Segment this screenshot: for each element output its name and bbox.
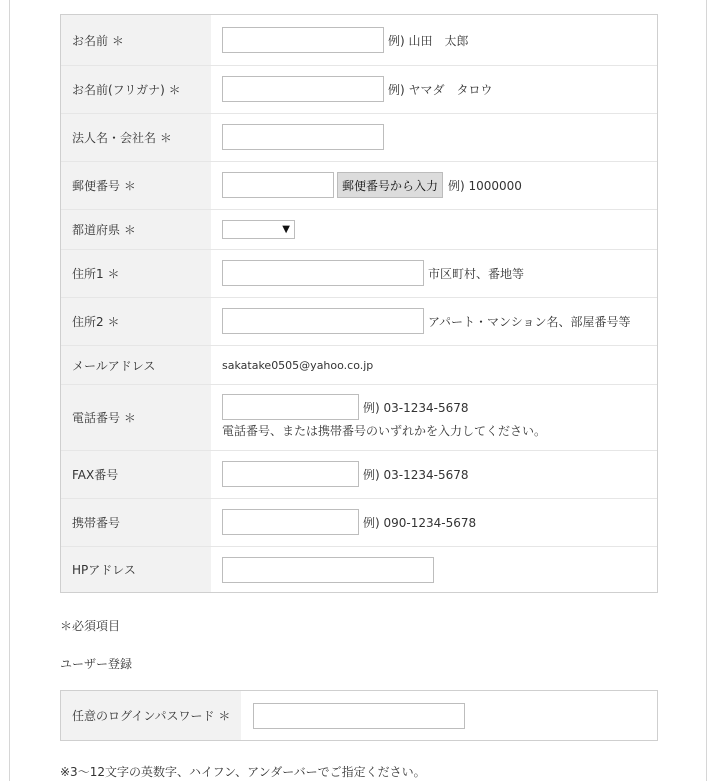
homepage-label: HPアドレス bbox=[61, 547, 211, 592]
user-registration-heading: ユーザー登録 bbox=[60, 657, 133, 671]
kana-hint: 例) ヤマダ タロウ bbox=[388, 83, 493, 97]
customer-info-form bbox=[60, 14, 658, 593]
fax-row bbox=[61, 450, 657, 498]
dropdown-arrow-icon: ▼ bbox=[282, 224, 290, 235]
zip-input[interactable] bbox=[222, 172, 334, 198]
homepage-input[interactable] bbox=[222, 557, 434, 583]
name-input[interactable] bbox=[222, 27, 384, 53]
company-label: 法人名・会社名 ＊ bbox=[61, 114, 211, 161]
password-label: 任意のログインパスワード ＊ bbox=[61, 691, 241, 740]
email-value: sakatake0505@yahoo.co.jp bbox=[222, 359, 374, 372]
address1-row bbox=[61, 249, 657, 297]
password-rule-note: ※3～12文字の英数字、ハイフン、アンダーバーでご指定ください。 bbox=[60, 765, 426, 779]
prefecture-row bbox=[61, 209, 657, 249]
email-label: メールアドレス bbox=[61, 346, 211, 384]
phone-input[interactable] bbox=[222, 394, 359, 420]
required-fields-note: ＊必須項目 bbox=[60, 619, 121, 633]
mobile-row bbox=[61, 498, 657, 546]
phone-hint: 例) 03-1234-5678 bbox=[363, 401, 469, 415]
name-hint: 例) 山田 太郎 bbox=[388, 34, 469, 48]
page-border-right bbox=[706, 0, 707, 781]
name-label: お名前 ＊ bbox=[61, 15, 211, 65]
name-row bbox=[61, 15, 657, 65]
address2-label: 住所2 ＊ bbox=[61, 298, 211, 345]
fax-input[interactable] bbox=[222, 461, 359, 487]
address2-hint: アパート・マンション名、部屋番号等 bbox=[428, 315, 631, 329]
company-row bbox=[61, 113, 657, 161]
mobile-hint: 例) 090-1234-5678 bbox=[363, 516, 477, 530]
phone-row bbox=[61, 384, 657, 450]
kana-row bbox=[61, 65, 657, 113]
kana-label: お名前(フリガナ) ＊ bbox=[61, 66, 211, 113]
address2-input[interactable] bbox=[222, 308, 424, 334]
fax-label: FAX番号 bbox=[61, 451, 211, 498]
address1-label: 住所1 ＊ bbox=[61, 250, 211, 297]
password-input[interactable] bbox=[253, 703, 465, 729]
homepage-row bbox=[61, 546, 657, 592]
mobile-label: 携帯番号 bbox=[61, 499, 211, 546]
page-border-left bbox=[9, 0, 10, 781]
phone-note: 電話番号、または携帯番号のいずれかを入力してください。 bbox=[222, 424, 547, 438]
zip-row bbox=[61, 161, 657, 209]
mobile-input[interactable] bbox=[222, 509, 359, 535]
address2-row bbox=[61, 297, 657, 345]
zip-label: 郵便番号 ＊ bbox=[61, 162, 211, 209]
fax-hint: 例) 03-1234-5678 bbox=[363, 468, 469, 482]
address1-input[interactable] bbox=[222, 260, 424, 286]
phone-label: 電話番号 ＊ bbox=[61, 385, 211, 450]
company-input[interactable] bbox=[222, 124, 384, 150]
password-table bbox=[60, 690, 658, 741]
prefecture-select[interactable] bbox=[222, 220, 295, 239]
email-row bbox=[61, 345, 657, 384]
zip-lookup-button[interactable]: 郵便番号から入力 bbox=[337, 172, 443, 198]
prefecture-label: 都道府県 ＊ bbox=[61, 210, 211, 249]
kana-input[interactable] bbox=[222, 76, 384, 102]
address1-hint: 市区町村、番地等 bbox=[428, 267, 525, 281]
zip-hint: 例) 1000000 bbox=[448, 179, 522, 193]
